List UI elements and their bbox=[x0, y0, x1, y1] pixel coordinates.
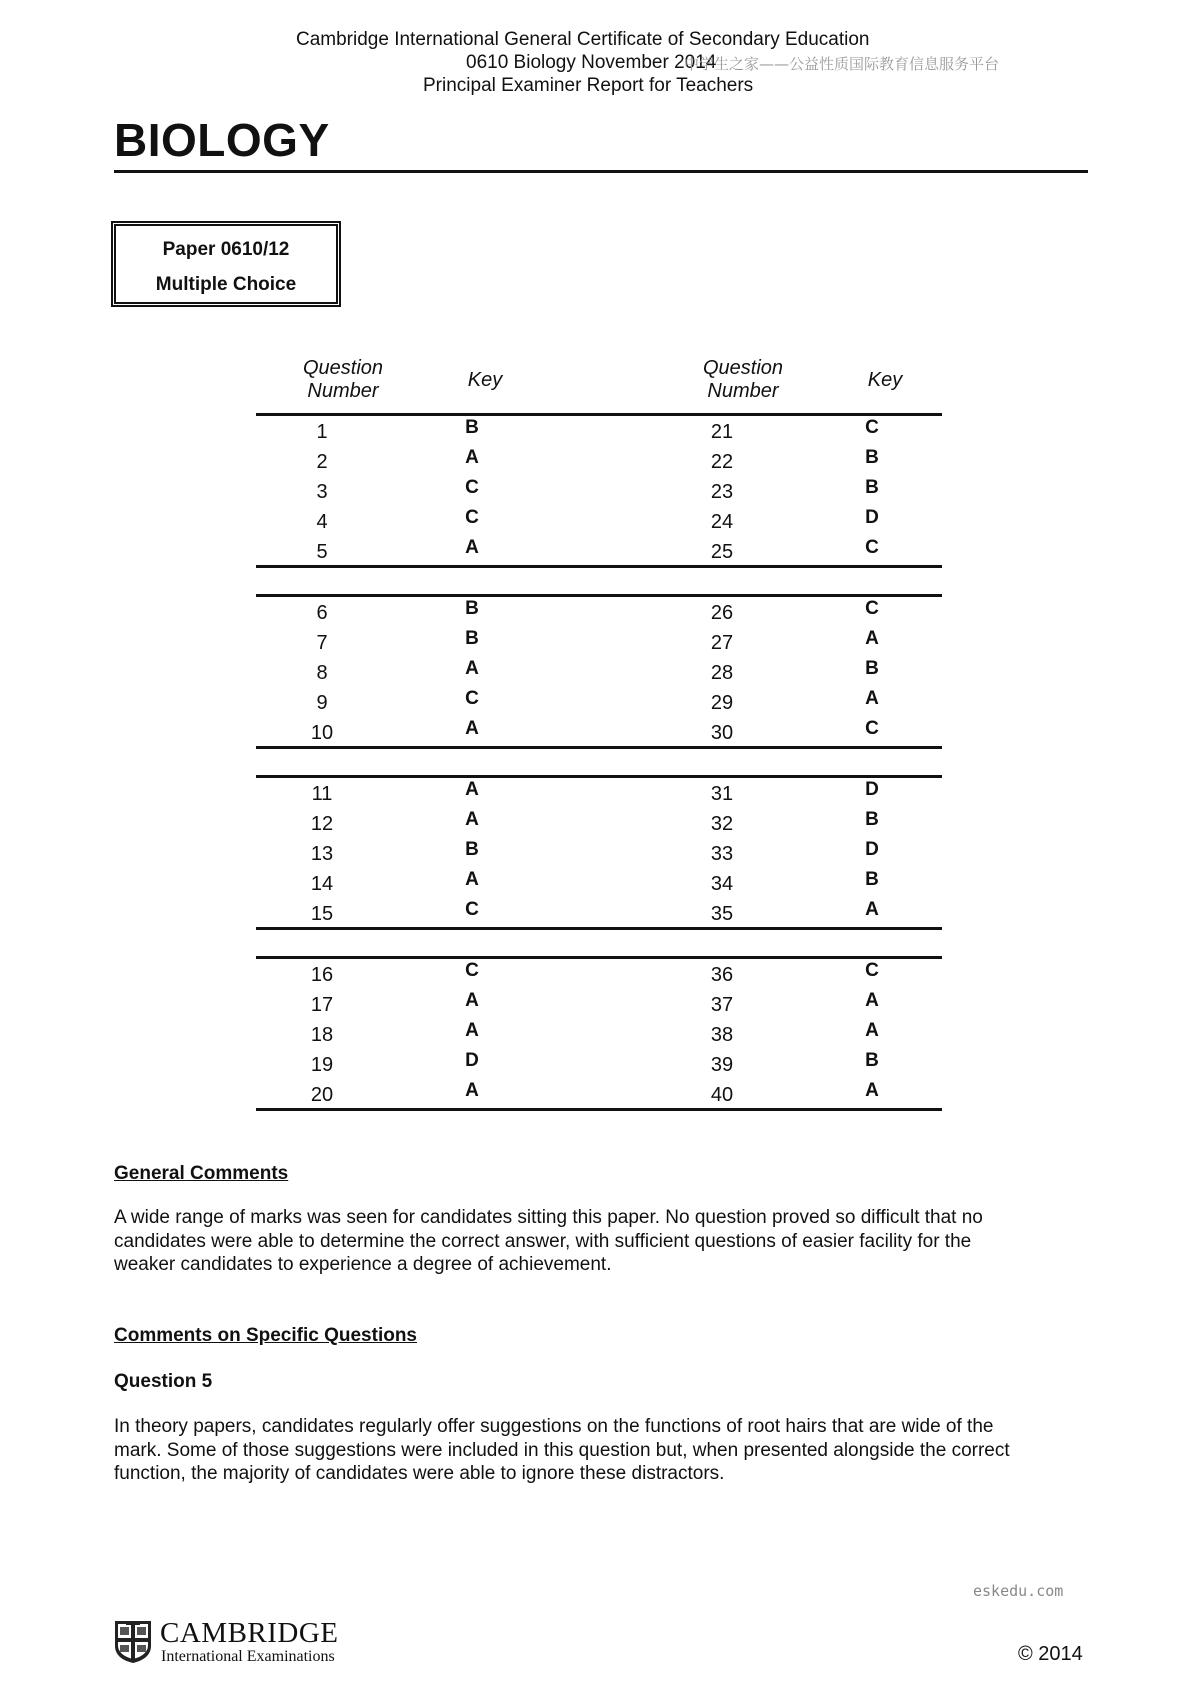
answer-key: A bbox=[865, 899, 879, 920]
question-number: 6 bbox=[316, 602, 328, 624]
text-line: function, the majority of candidates were able to ignore these distractors. bbox=[114, 1463, 725, 1484]
question-5-text bbox=[114, 1415, 1094, 1486]
question-number: 28 bbox=[710, 662, 734, 684]
question-number: 38 bbox=[710, 1024, 734, 1046]
column-header-key-left: Key bbox=[467, 369, 503, 391]
column-header-question-line1: Question bbox=[302, 357, 384, 379]
answer-key: A bbox=[465, 779, 479, 800]
paper-type: Multiple Choice bbox=[155, 274, 297, 295]
answer-key: C bbox=[465, 899, 479, 920]
answer-key: D bbox=[465, 1050, 479, 1071]
column-header-question-line1: Question bbox=[702, 357, 784, 379]
column-header-question-left bbox=[283, 357, 403, 403]
question-number: 36 bbox=[710, 964, 734, 986]
logo-name: CAMBRIDGE bbox=[160, 1617, 339, 1649]
answer-key: A bbox=[465, 869, 479, 890]
answer-key: C bbox=[865, 718, 879, 739]
answer-key: C bbox=[465, 507, 479, 528]
question-number: 35 bbox=[710, 903, 734, 925]
answer-key: D bbox=[865, 779, 879, 800]
answer-key: C bbox=[465, 477, 479, 498]
question-number: 31 bbox=[710, 783, 734, 805]
copyright: © 2014 bbox=[1018, 1643, 1083, 1665]
question-number: 20 bbox=[310, 1084, 334, 1106]
answer-key: B bbox=[865, 1050, 879, 1071]
answer-key: A bbox=[465, 809, 479, 830]
answer-key: B bbox=[865, 869, 879, 890]
paper-code: Paper 0610/12 bbox=[162, 239, 290, 260]
question-number: 25 bbox=[710, 541, 734, 563]
answer-key: A bbox=[865, 1020, 879, 1041]
answer-key: B bbox=[465, 598, 479, 619]
question-number: 17 bbox=[310, 994, 334, 1016]
column-header-question-right bbox=[683, 357, 803, 403]
question-number: 7 bbox=[316, 632, 328, 654]
answer-key: A bbox=[465, 990, 479, 1011]
answer-key: B bbox=[865, 477, 879, 498]
question-number: 29 bbox=[710, 692, 734, 714]
question-number: 18 bbox=[310, 1024, 334, 1046]
question-number: 3 bbox=[316, 481, 328, 503]
answer-key: B bbox=[865, 809, 879, 830]
question-number: 19 bbox=[310, 1054, 334, 1076]
specific-comments-heading: Comments on Specific Questions bbox=[114, 1325, 417, 1346]
question-number: 32 bbox=[710, 813, 734, 835]
answer-key: D bbox=[865, 839, 879, 860]
question-5-heading: Question 5 bbox=[114, 1371, 213, 1392]
question-number: 2 bbox=[316, 451, 328, 473]
answer-key: D bbox=[865, 507, 879, 528]
question-number: 4 bbox=[316, 511, 328, 533]
question-number: 1 bbox=[316, 421, 328, 443]
table-rule bbox=[256, 927, 942, 930]
question-number: 13 bbox=[310, 843, 334, 865]
question-number: 16 bbox=[310, 964, 334, 986]
question-number: 15 bbox=[310, 903, 334, 925]
question-number: 21 bbox=[710, 421, 734, 443]
answer-key: C bbox=[865, 417, 879, 438]
answer-key: A bbox=[865, 688, 879, 709]
answer-key: B bbox=[465, 628, 479, 649]
column-header-question-line2: Number bbox=[307, 380, 379, 402]
general-comments-heading: General Comments bbox=[114, 1163, 289, 1184]
answer-key: C bbox=[465, 688, 479, 709]
table-rule bbox=[256, 565, 942, 568]
header-line-1: Cambridge International General Certificate of Secondary Education bbox=[296, 29, 870, 50]
answer-key: C bbox=[865, 598, 879, 619]
answer-key: A bbox=[865, 990, 879, 1011]
column-header-question-line2: Number bbox=[707, 380, 779, 402]
text-line: weaker candidates to experience a degree of achievement. bbox=[114, 1254, 612, 1275]
question-number: 8 bbox=[316, 662, 328, 684]
table-rule bbox=[256, 746, 942, 749]
answer-key: C bbox=[865, 537, 879, 558]
logo-subtitle: International Examinations bbox=[161, 1648, 335, 1665]
column-header-key-right: Key bbox=[867, 369, 903, 391]
title-divider bbox=[114, 170, 1088, 173]
question-number: 5 bbox=[316, 541, 328, 563]
text-line: A wide range of marks was seen for candidates sitting this paper. No question proved so difficult that no bbox=[114, 1207, 983, 1228]
footer-watermark: eskedu.com bbox=[973, 1582, 1064, 1600]
answer-key: A bbox=[465, 1080, 479, 1101]
answer-key: A bbox=[865, 628, 879, 649]
question-number: 27 bbox=[710, 632, 734, 654]
answer-key: A bbox=[465, 447, 479, 468]
text-line: candidates were able to determine the correct answer, with sufficient questions of easier facility for the bbox=[114, 1230, 972, 1252]
answer-key: A bbox=[465, 658, 479, 679]
page-title: BIOLOGY bbox=[114, 114, 330, 166]
table-rule bbox=[256, 956, 942, 959]
paper-box bbox=[111, 221, 341, 307]
question-number: 11 bbox=[311, 783, 333, 805]
answer-key: A bbox=[465, 718, 479, 739]
table-rule bbox=[256, 594, 942, 597]
question-number: 37 bbox=[710, 994, 734, 1016]
header-line-2: 0610 Biology November 2014 bbox=[466, 52, 717, 73]
question-number: 9 bbox=[316, 692, 328, 714]
table-rule bbox=[256, 775, 942, 778]
question-number: 22 bbox=[710, 451, 734, 473]
header-line-3: Principal Examiner Report for Teachers bbox=[423, 75, 754, 96]
question-number: 14 bbox=[310, 873, 334, 895]
answer-key: B bbox=[865, 447, 879, 468]
text-line: In theory papers, candidates regularly offer suggestions on the functions of root hairs that are wide of the bbox=[114, 1416, 994, 1437]
question-number: 12 bbox=[310, 813, 334, 835]
answer-key: B bbox=[465, 839, 479, 860]
header-watermark: 中学生之家——公益性质国际教育信息服务平台 bbox=[684, 55, 1000, 73]
answer-key: A bbox=[465, 1020, 479, 1041]
answer-key: A bbox=[865, 1080, 879, 1101]
cambridge-crest-icon bbox=[114, 1620, 152, 1664]
table-rule bbox=[256, 413, 942, 416]
question-number: 30 bbox=[710, 722, 734, 744]
general-comments-text bbox=[114, 1206, 1094, 1277]
question-number: 26 bbox=[710, 602, 734, 624]
question-number: 24 bbox=[710, 511, 734, 533]
table-rule bbox=[256, 1108, 942, 1111]
answer-key: C bbox=[865, 960, 879, 981]
question-number: 10 bbox=[310, 722, 334, 744]
answer-key: B bbox=[465, 417, 479, 438]
question-number: 39 bbox=[710, 1054, 734, 1076]
answer-key: A bbox=[465, 537, 479, 558]
text-line: mark. Some of those suggestions were included in this question but, when presented alongside the correct bbox=[114, 1439, 1010, 1461]
question-number: 33 bbox=[710, 843, 734, 865]
answer-key: B bbox=[865, 658, 879, 679]
question-number: 40 bbox=[710, 1084, 734, 1106]
answer-key: C bbox=[465, 960, 479, 981]
question-number: 34 bbox=[710, 873, 734, 895]
question-number: 23 bbox=[710, 481, 734, 503]
